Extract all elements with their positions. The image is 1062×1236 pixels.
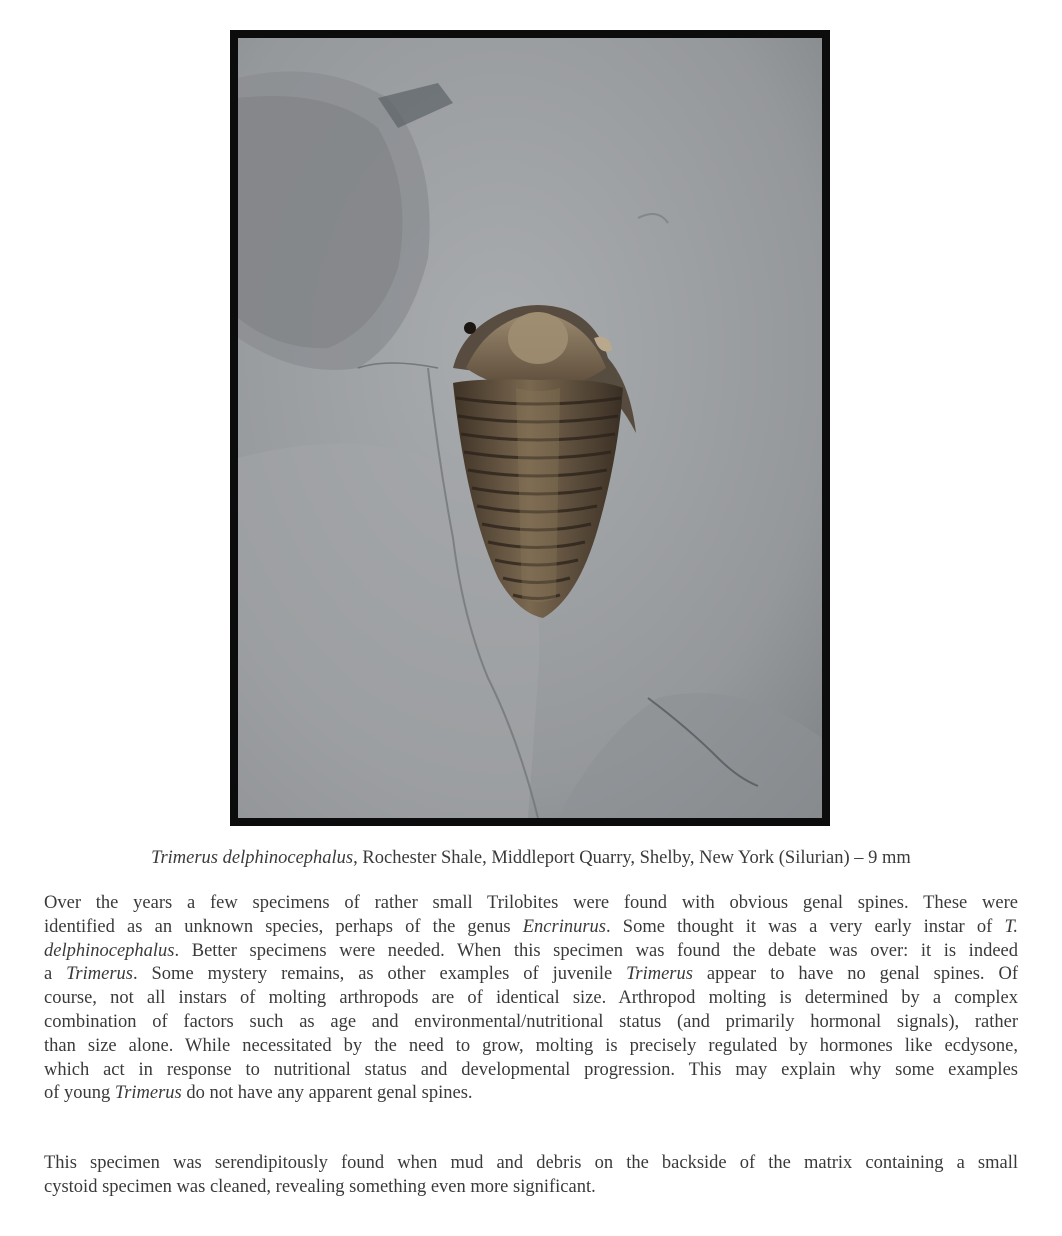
text-line bbox=[44, 1082, 1018, 1106]
text-run: combination of factors such as age and environmental/nutritional status (and primarily hormonal signals), rather bbox=[44, 1011, 1018, 1032]
text-line bbox=[44, 940, 1018, 964]
text-run: which act in response to nutritional status and developmental progression. This may explain why some examples bbox=[44, 1059, 1018, 1080]
paragraph-1 bbox=[44, 892, 1018, 1106]
text-run: than size alone. While necessitated by the need to grow, molting is precisely regulated by hormones like ecdysone, bbox=[44, 1035, 1018, 1056]
text-line bbox=[44, 1011, 1018, 1035]
italic-term: Trimerus bbox=[626, 964, 693, 985]
text-run: . Some mystery remains, as other examples of juvenile bbox=[132, 964, 627, 985]
text-line bbox=[44, 987, 1018, 1011]
text-line bbox=[44, 1152, 1018, 1176]
caption-species: Trimerus delphinocephalus bbox=[151, 848, 354, 868]
text-run: of young bbox=[44, 1083, 115, 1104]
text-run: . Some thought it was a very early instar of bbox=[606, 916, 1005, 937]
fossil-photo-illustration bbox=[238, 38, 822, 818]
text-line bbox=[44, 916, 1018, 940]
paragraph-2 bbox=[44, 1152, 1018, 1200]
text-run: cystoid specimen was cleaned, revealing something even more significant. bbox=[44, 1176, 596, 1197]
text-run: course, not all instars of molting arthropods are of identical size. Arthropod molting is determined by a complex bbox=[44, 988, 1018, 1009]
caption-details: , Rochester Shale, Middleport Quarry, Shelby, New York (Silurian) – 9 mm bbox=[353, 848, 911, 868]
text-line bbox=[44, 892, 1018, 916]
text-line bbox=[44, 1035, 1018, 1059]
text-run: do not have any apparent genal spines. bbox=[181, 1083, 473, 1104]
text-run: appear to have no genal spines. Of bbox=[692, 964, 1018, 985]
italic-term: Encrinurus bbox=[522, 916, 606, 937]
italic-term: delphinocephalus bbox=[44, 940, 175, 961]
text-run: Over the years a few specimens of rather small Trilobites were found with obvious genal spines. These were bbox=[44, 893, 1018, 913]
text-line bbox=[44, 1176, 1018, 1200]
italic-term: Trimerus bbox=[114, 1083, 182, 1104]
text-run: . Better specimens were needed. When this specimen was found the debate was over: it is indeed bbox=[174, 940, 1018, 961]
text-run: identified as an unknown species, perhaps of the genus bbox=[44, 916, 523, 937]
text-line bbox=[44, 963, 1018, 987]
figure-caption bbox=[0, 846, 1062, 870]
text-line bbox=[44, 1059, 1018, 1083]
text-run: a bbox=[44, 964, 67, 985]
italic-term: Trimerus bbox=[66, 964, 133, 985]
text-run: This specimen was serendipitously found when mud and debris on the backside of the matrix containing a small bbox=[44, 1153, 1018, 1173]
fossil-photo bbox=[230, 30, 830, 826]
italic-term: T. bbox=[1004, 916, 1018, 937]
